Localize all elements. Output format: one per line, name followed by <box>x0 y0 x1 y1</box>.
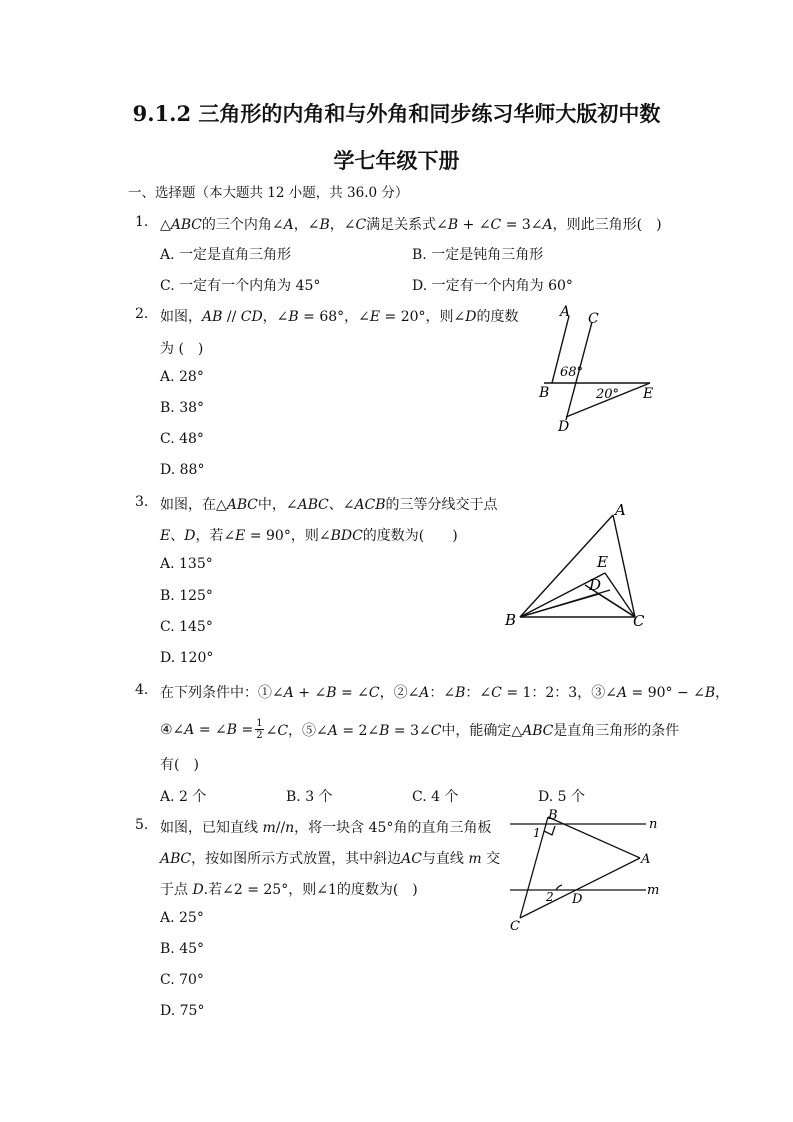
option-a: A. 28° <box>160 369 204 385</box>
fraction <box>255 718 263 741</box>
option-d: D. 一定有一个内角为 60° <box>412 278 573 294</box>
label-b: B <box>539 385 550 401</box>
question-number: 4. <box>135 682 149 698</box>
option-a: A. 25° <box>160 910 204 926</box>
option-d: D. 88° <box>160 462 205 478</box>
question-text: 在下列条件中：①∠𝐴 + ∠𝐵 = ∠𝐶，②∠𝐴：∠𝐵：∠𝐶 = 1：2：3，③∠𝐴 = 90° − ∠𝐵， <box>160 685 730 701</box>
label-angle-20: 20° <box>596 387 620 402</box>
condition-4-start: ④∠𝐴 = ∠𝐵 = <box>160 721 254 738</box>
label-c: C <box>510 919 520 934</box>
question-text: 如图，𝐴𝐵 // 𝐶𝐷，∠𝐵 = 68°，∠𝐸 = 20°，则∠𝐷的度数 <box>160 309 519 325</box>
label-d: D <box>558 419 570 435</box>
option-c: C. 145° <box>160 619 213 635</box>
label-c: C <box>588 311 599 327</box>
option-b: B. 38° <box>160 400 205 416</box>
option-b: B. 3 个 <box>286 789 333 805</box>
condition-4-end: ∠𝐶，⑤∠𝐴 = 2∠𝐵 = 3∠𝐶中，能确定△𝐴𝐵𝐶是直角三角形的条件 <box>265 722 680 739</box>
option-d: D. 120° <box>160 650 214 666</box>
label-a: A <box>615 501 626 519</box>
label-a: A <box>641 852 651 867</box>
label-a: A <box>560 304 571 320</box>
option-c: C. 4 个 <box>412 789 459 805</box>
fraction-denominator: 2 <box>256 730 263 741</box>
label-c: C <box>633 612 645 630</box>
label-d: D <box>589 576 602 594</box>
page-title: 9.1.2 三角形的内角和与外角和同步练习华师大版初中数 <box>132 101 661 126</box>
question-text: 𝐴𝐵𝐶，按如图所示方式放置，其中斜边𝐴𝐶与直线 𝑚 交 <box>160 851 501 867</box>
label-n: n <box>649 817 658 832</box>
option-b: B. 一定是钝角三角形 <box>412 247 544 263</box>
question-number: 1. <box>135 214 149 230</box>
option-a: A. 2 个 <box>160 789 207 805</box>
option-c: C. 70° <box>160 972 204 988</box>
figure-q5 <box>500 805 670 935</box>
question-text: △𝐴𝐵𝐶的三个内角∠𝐴，∠𝐵，∠𝐶满足关系式∠𝐵 + ∠𝐶 = 3∠𝐴，则此三角形( ) <box>160 217 662 233</box>
label-angle-2: 2 <box>546 890 554 904</box>
question-text: 为 ( ) <box>160 341 204 357</box>
option-a: A. 135° <box>160 556 213 572</box>
label-e: E <box>597 553 608 571</box>
question-text: 如图，在△𝐴𝐵𝐶中，∠𝐴𝐵𝐶、∠𝐴𝐶𝐵的三等分线交于点 <box>160 497 498 513</box>
option-c: C. 48° <box>160 431 204 447</box>
label-m: m <box>647 883 660 898</box>
option-b: B. 45° <box>160 941 205 957</box>
fraction-numerator: 1 <box>256 718 263 729</box>
question-text: 𝐸、𝐷，若∠𝐸 = 90°，则∠𝐵𝐷𝐶的度数为( ) <box>160 528 458 544</box>
label-angle-68: 68° <box>560 365 584 380</box>
option-a: A. 一定是直角三角形 <box>160 247 292 263</box>
section-heading: 一、选择题（本大题共 12 小题，共 36.0 分） <box>128 185 409 201</box>
option-c: C. 一定有一个内角为 45° <box>160 278 321 294</box>
option-d: D. 75° <box>160 1003 205 1019</box>
figure-q2 <box>530 300 670 440</box>
question-number: 5. <box>135 817 149 833</box>
label-angle-1: 1 <box>533 826 541 840</box>
label-e: E <box>643 386 654 402</box>
label-d: D <box>572 892 583 907</box>
label-b: B <box>548 808 558 823</box>
label-b: B <box>505 611 517 629</box>
option-b: B. 125° <box>160 588 213 604</box>
question-text: 有( ) <box>160 757 199 773</box>
question-text: 于点 𝐷.若∠2 = 25°，则∠1的度数为( ) <box>160 882 418 898</box>
page-title-line2: 学七年级下册 <box>333 148 460 173</box>
option-d: D. 5 个 <box>538 789 585 805</box>
question-text-line2 <box>160 718 679 741</box>
question-number: 2. <box>135 306 149 322</box>
question-number: 3. <box>135 494 149 510</box>
question-text: 如图，已知直线 𝑚//𝑛，将一块含 45°角的直角三角板 <box>160 820 492 836</box>
figure-q3 <box>495 495 665 635</box>
